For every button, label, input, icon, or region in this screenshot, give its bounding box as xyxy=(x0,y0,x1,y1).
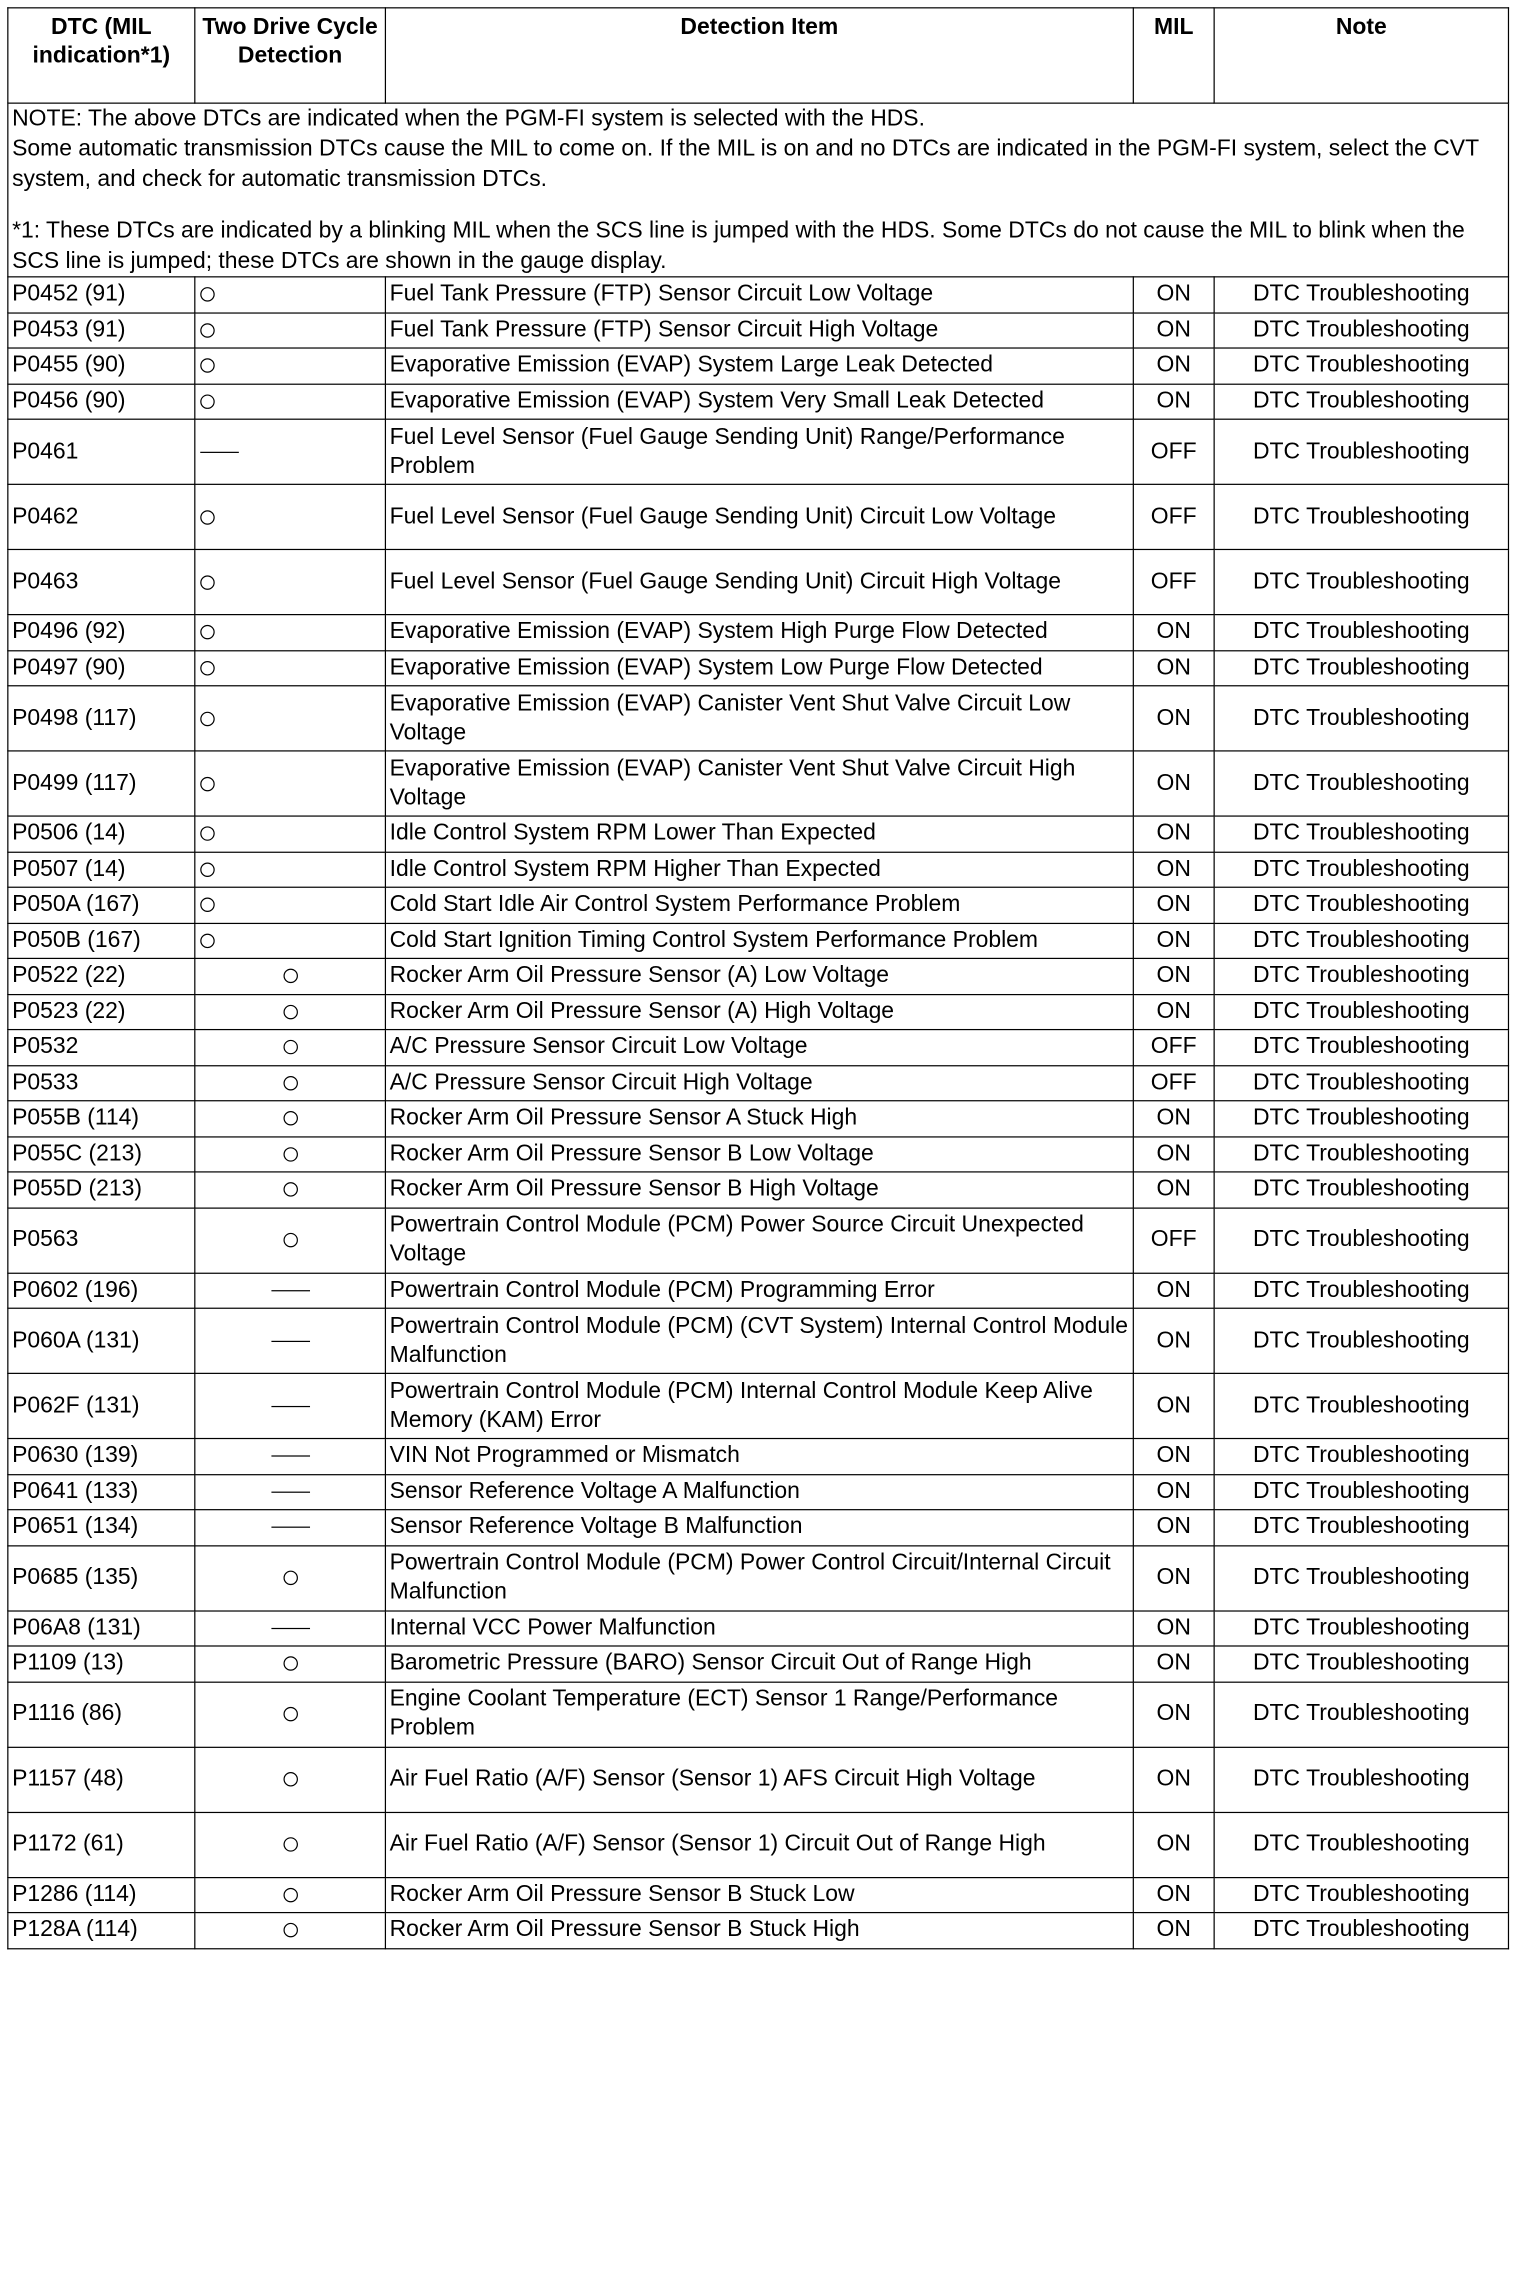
two-drive-cycle-cell xyxy=(195,1913,386,1949)
circle-icon xyxy=(283,1888,297,1902)
dash-icon xyxy=(200,451,239,452)
note-link[interactable]: DTC Troubleshooting xyxy=(1214,384,1508,420)
mil-status: ON xyxy=(1133,348,1214,384)
table-row xyxy=(8,1646,1509,1682)
circle-icon xyxy=(283,969,297,983)
table-row xyxy=(8,751,1509,816)
mil-status: OFF xyxy=(1133,1065,1214,1101)
detection-item: Sensor Reference Voltage B Malfunction xyxy=(385,1510,1133,1546)
note-link[interactable]: DTC Troubleshooting xyxy=(1214,348,1508,384)
detection-item: Rocker Arm Oil Pressure Sensor B Stuck Low xyxy=(385,1877,1133,1913)
dash-icon xyxy=(271,1340,310,1341)
two-drive-cycle-cell xyxy=(195,1030,386,1066)
detection-item: Rocker Arm Oil Pressure Sensor (A) High Voltage xyxy=(385,994,1133,1030)
dash-icon xyxy=(271,1491,310,1492)
col-header-detection-item: Detection Item xyxy=(385,8,1133,103)
table-row xyxy=(8,1136,1509,1172)
dtc-code: P0463 xyxy=(8,549,195,614)
dtc-code: P0507 (14) xyxy=(8,852,195,888)
two-drive-cycle-cell xyxy=(195,751,386,816)
mil-status: ON xyxy=(1133,887,1214,923)
mil-status: ON xyxy=(1133,312,1214,348)
detection-item: Evaporative Emission (EVAP) Canister Vent Shut Valve Circuit High Voltage xyxy=(385,751,1133,816)
two-drive-cycle-cell xyxy=(195,1474,386,1510)
note-link[interactable]: DTC Troubleshooting xyxy=(1214,1474,1508,1510)
mil-status: ON xyxy=(1133,686,1214,751)
detection-item: Air Fuel Ratio (A/F) Sensor (Sensor 1) Circuit Out of Range High xyxy=(385,1812,1133,1877)
detection-item: Rocker Arm Oil Pressure Sensor B Low Voltage xyxy=(385,1136,1133,1172)
table-row xyxy=(8,1439,1509,1475)
mil-status: ON xyxy=(1133,1877,1214,1913)
note-link[interactable]: DTC Troubleshooting xyxy=(1214,1101,1508,1137)
note-link[interactable]: DTC Troubleshooting xyxy=(1214,686,1508,751)
detection-item: Sensor Reference Voltage A Malfunction xyxy=(385,1474,1133,1510)
note-link[interactable]: DTC Troubleshooting xyxy=(1214,816,1508,852)
note-link[interactable]: DTC Troubleshooting xyxy=(1214,419,1508,484)
note-link[interactable]: DTC Troubleshooting xyxy=(1214,1747,1508,1812)
dtc-code: P0506 (14) xyxy=(8,816,195,852)
table-row xyxy=(8,852,1509,888)
detection-item: Cold Start Ignition Timing Control System Performance Problem xyxy=(385,923,1133,959)
detection-item: Evaporative Emission (EVAP) Canister Vent Shut Valve Circuit Low Voltage xyxy=(385,686,1133,751)
two-drive-cycle-cell xyxy=(195,650,386,686)
dtc-code: P1172 (61) xyxy=(8,1812,195,1877)
note-link[interactable]: DTC Troubleshooting xyxy=(1214,887,1508,923)
dtc-code: P0462 xyxy=(8,484,195,549)
detection-item: Cold Start Idle Air Control System Performance Problem xyxy=(385,887,1133,923)
note-link[interactable]: DTC Troubleshooting xyxy=(1214,1136,1508,1172)
dtc-code: P0630 (139) xyxy=(8,1439,195,1475)
note-link[interactable]: DTC Troubleshooting xyxy=(1214,1273,1508,1309)
two-drive-cycle-cell xyxy=(195,1646,386,1682)
two-drive-cycle-cell xyxy=(195,1682,386,1747)
dtc-code: P1157 (48) xyxy=(8,1747,195,1812)
table-row xyxy=(8,384,1509,420)
mil-status: ON xyxy=(1133,1101,1214,1137)
mil-status: ON xyxy=(1133,1474,1214,1510)
dash-icon xyxy=(271,1405,310,1406)
detection-item: Powertrain Control Module (PCM) Power Source Circuit Unexpected Voltage xyxy=(385,1208,1133,1273)
detection-item: Fuel Tank Pressure (FTP) Sensor Circuit High Voltage xyxy=(385,312,1133,348)
note-link[interactable]: DTC Troubleshooting xyxy=(1214,1877,1508,1913)
note-link[interactable]: DTC Troubleshooting xyxy=(1214,1065,1508,1101)
two-drive-cycle-cell xyxy=(195,923,386,959)
circle-icon xyxy=(283,1005,297,1019)
note-link[interactable]: DTC Troubleshooting xyxy=(1214,1610,1508,1646)
circle-icon xyxy=(200,661,214,675)
mil-status: ON xyxy=(1133,751,1214,816)
table-row xyxy=(8,1877,1509,1913)
dtc-code: P0497 (90) xyxy=(8,650,195,686)
detection-item: Evaporative Emission (EVAP) System Very Small Leak Detected xyxy=(385,384,1133,420)
two-drive-cycle-cell xyxy=(195,484,386,549)
dtc-code: P0455 (90) xyxy=(8,348,195,384)
dtc-code: P0602 (196) xyxy=(8,1273,195,1309)
table-row xyxy=(8,1172,1509,1208)
dtc-code: P055C (213) xyxy=(8,1136,195,1172)
circle-icon xyxy=(200,510,214,524)
note-line-blinking-mil: *1: These DTCs are indicated by a blinking MIL when the SCS line is jumped with the HDS. Some DTCs do not cause the MIL to blink when the SCS line is jumped; these DTCs are shown in the gauge display. xyxy=(12,218,1465,274)
note-link[interactable]: DTC Troubleshooting xyxy=(1214,650,1508,686)
dtc-code: P1109 (13) xyxy=(8,1646,195,1682)
mil-status: OFF xyxy=(1133,549,1214,614)
two-drive-cycle-cell xyxy=(195,277,386,313)
dtc-code: P0533 xyxy=(8,1065,195,1101)
detection-item: Idle Control System RPM Higher Than Expected xyxy=(385,852,1133,888)
two-drive-cycle-cell xyxy=(195,994,386,1030)
table-row xyxy=(8,816,1509,852)
mil-status: ON xyxy=(1133,1510,1214,1546)
mil-status: ON xyxy=(1133,1172,1214,1208)
mil-status: ON xyxy=(1133,1913,1214,1949)
detection-item: Rocker Arm Oil Pressure Sensor (A) Low Voltage xyxy=(385,958,1133,994)
detection-item: Air Fuel Ratio (A/F) Sensor (Sensor 1) AFS Circuit High Voltage xyxy=(385,1747,1133,1812)
note-link[interactable]: DTC Troubleshooting xyxy=(1214,277,1508,313)
detection-item: Engine Coolant Temperature (ECT) Sensor 1 Range/Performance Problem xyxy=(385,1682,1133,1747)
two-drive-cycle-cell xyxy=(195,1373,386,1438)
table-row xyxy=(8,1474,1509,1510)
dash-icon xyxy=(271,1628,310,1629)
dtc-code: P1116 (86) xyxy=(8,1682,195,1747)
detection-item: Fuel Level Sensor (Fuel Gauge Sending Unit) Circuit Low Voltage xyxy=(385,484,1133,549)
two-drive-cycle-cell xyxy=(195,1510,386,1546)
detection-item: Idle Control System RPM Lower Than Expected xyxy=(385,816,1133,852)
two-drive-cycle-cell xyxy=(195,1439,386,1475)
mil-status: ON xyxy=(1133,1610,1214,1646)
two-drive-cycle-cell xyxy=(195,1208,386,1273)
table-row xyxy=(8,277,1509,313)
circle-icon xyxy=(200,862,214,876)
col-header-note: Note xyxy=(1214,8,1508,103)
dtc-code: P0522 (22) xyxy=(8,958,195,994)
dtc-code: P055D (213) xyxy=(8,1172,195,1208)
dtc-code: P0452 (91) xyxy=(8,277,195,313)
col-header-dtc: DTC (MIL indication*1) xyxy=(8,8,195,103)
note-link[interactable]: DTC Troubleshooting xyxy=(1214,852,1508,888)
note-link[interactable]: DTC Troubleshooting xyxy=(1214,615,1508,651)
dtc-code: P0498 (117) xyxy=(8,686,195,751)
circle-icon xyxy=(200,287,214,301)
note-row xyxy=(8,103,1509,277)
dtc-code: P0496 (92) xyxy=(8,615,195,651)
note-link[interactable]: DTC Troubleshooting xyxy=(1214,484,1508,549)
dtc-code: P0563 xyxy=(8,1208,195,1273)
two-drive-cycle-cell xyxy=(195,1812,386,1877)
col-header-mil: MIL xyxy=(1133,8,1214,103)
table-row xyxy=(8,1610,1509,1646)
two-drive-cycle-cell xyxy=(195,348,386,384)
circle-icon xyxy=(283,1040,297,1054)
note-link[interactable]: DTC Troubleshooting xyxy=(1214,1510,1508,1546)
detection-item: Fuel Level Sensor (Fuel Gauge Sending Unit) Range/Performance Problem xyxy=(385,419,1133,484)
circle-icon xyxy=(283,1147,297,1161)
note-link[interactable]: DTC Troubleshooting xyxy=(1214,958,1508,994)
dtc-code: P0685 (135) xyxy=(8,1545,195,1610)
two-drive-cycle-cell xyxy=(195,958,386,994)
detection-item: Powertrain Control Module (PCM) Programming Error xyxy=(385,1273,1133,1309)
header-row xyxy=(8,8,1509,103)
table-row xyxy=(8,419,1509,484)
two-drive-cycle-cell xyxy=(195,852,386,888)
detection-item: Fuel Level Sensor (Fuel Gauge Sending Unit) Circuit High Voltage xyxy=(385,549,1133,614)
mil-status: ON xyxy=(1133,1373,1214,1438)
note-link[interactable]: DTC Troubleshooting xyxy=(1214,1913,1508,1949)
mil-status: ON xyxy=(1133,615,1214,651)
mil-status: ON xyxy=(1133,1439,1214,1475)
note-link[interactable]: DTC Troubleshooting xyxy=(1214,1682,1508,1747)
table-row xyxy=(8,1373,1509,1438)
table-row xyxy=(8,1065,1509,1101)
note-link[interactable]: DTC Troubleshooting xyxy=(1214,1208,1508,1273)
mil-status: ON xyxy=(1133,1545,1214,1610)
mil-status: ON xyxy=(1133,958,1214,994)
two-drive-cycle-cell xyxy=(195,1101,386,1137)
note-link[interactable]: DTC Troubleshooting xyxy=(1214,923,1508,959)
table-row xyxy=(8,686,1509,751)
two-drive-cycle-cell xyxy=(195,686,386,751)
circle-icon xyxy=(200,898,214,912)
note-line-hds: NOTE: The above DTCs are indicated when the PGM-FI system is selected with the HDS. xyxy=(12,106,925,132)
circle-icon xyxy=(200,711,214,725)
table-row xyxy=(8,484,1509,549)
mil-status: ON xyxy=(1133,1747,1214,1812)
detection-item: Rocker Arm Oil Pressure Sensor A Stuck High xyxy=(385,1101,1133,1137)
table-row xyxy=(8,615,1509,651)
two-drive-cycle-cell xyxy=(195,1747,386,1812)
dtc-code: P0523 (22) xyxy=(8,994,195,1030)
dtc-code: P050A (167) xyxy=(8,887,195,923)
note-link[interactable]: DTC Troubleshooting xyxy=(1214,549,1508,614)
dash-icon xyxy=(271,1456,310,1457)
two-drive-cycle-cell xyxy=(195,312,386,348)
note-link[interactable]: DTC Troubleshooting xyxy=(1214,1172,1508,1208)
table-row xyxy=(8,887,1509,923)
two-drive-cycle-cell xyxy=(195,615,386,651)
circle-icon xyxy=(200,323,214,337)
table-row xyxy=(8,1030,1509,1066)
mil-status: ON xyxy=(1133,384,1214,420)
mil-status: OFF xyxy=(1133,1208,1214,1273)
table-row xyxy=(8,650,1509,686)
two-drive-cycle-cell xyxy=(195,1136,386,1172)
circle-icon xyxy=(200,776,214,790)
dtc-code: P060A (131) xyxy=(8,1308,195,1373)
detection-item: A/C Pressure Sensor Circuit Low Voltage xyxy=(385,1030,1133,1066)
mil-status: ON xyxy=(1133,852,1214,888)
mil-status: OFF xyxy=(1133,419,1214,484)
mil-status: ON xyxy=(1133,923,1214,959)
circle-icon xyxy=(283,1772,297,1786)
detection-item: Barometric Pressure (BARO) Sensor Circuit Out of Range High xyxy=(385,1646,1133,1682)
table-row xyxy=(8,1913,1509,1949)
table-row xyxy=(8,994,1509,1030)
mil-status: OFF xyxy=(1133,484,1214,549)
table-row xyxy=(8,1273,1509,1309)
table-row xyxy=(8,1545,1509,1610)
detection-item: Internal VCC Power Malfunction xyxy=(385,1610,1133,1646)
two-drive-cycle-cell xyxy=(195,1610,386,1646)
note-link[interactable]: DTC Troubleshooting xyxy=(1214,1439,1508,1475)
two-drive-cycle-cell xyxy=(195,1877,386,1913)
table-row xyxy=(8,958,1509,994)
mil-status: ON xyxy=(1133,1812,1214,1877)
mil-status: ON xyxy=(1133,1273,1214,1309)
dtc-code: P0651 (134) xyxy=(8,1510,195,1546)
detection-item: Evaporative Emission (EVAP) System Low Purge Flow Detected xyxy=(385,650,1133,686)
mil-status: OFF xyxy=(1133,1030,1214,1066)
detection-item: A/C Pressure Sensor Circuit High Voltage xyxy=(385,1065,1133,1101)
two-drive-cycle-cell xyxy=(195,1172,386,1208)
two-drive-cycle-cell xyxy=(195,549,386,614)
circle-icon xyxy=(200,359,214,373)
table-row xyxy=(8,1747,1509,1812)
note-link[interactable]: DTC Troubleshooting xyxy=(1214,1030,1508,1066)
mil-status: ON xyxy=(1133,816,1214,852)
table-row xyxy=(8,923,1509,959)
table-row xyxy=(8,1308,1509,1373)
dtc-code: P055B (114) xyxy=(8,1101,195,1137)
table-row xyxy=(8,1101,1509,1137)
detection-item: Rocker Arm Oil Pressure Sensor B Stuck High xyxy=(385,1913,1133,1949)
table-row xyxy=(8,348,1509,384)
two-drive-cycle-cell xyxy=(195,1545,386,1610)
note-link[interactable]: DTC Troubleshooting xyxy=(1214,1545,1508,1610)
circle-icon xyxy=(283,1707,297,1721)
circle-icon xyxy=(283,1837,297,1851)
detection-item: Powertrain Control Module (PCM) Power Control Circuit/Internal Circuit Malfunction xyxy=(385,1545,1133,1610)
detection-item: VIN Not Programmed or Mismatch xyxy=(385,1439,1133,1475)
circle-icon xyxy=(283,1076,297,1090)
dtc-code: P1286 (114) xyxy=(8,1877,195,1913)
dash-icon xyxy=(271,1290,310,1291)
detection-item: Evaporative Emission (EVAP) System Large Leak Detected xyxy=(385,348,1133,384)
two-drive-cycle-cell xyxy=(195,887,386,923)
circle-icon xyxy=(283,1111,297,1125)
dtc-code: P062F (131) xyxy=(8,1373,195,1438)
table-row xyxy=(8,1208,1509,1273)
table-row xyxy=(8,1682,1509,1747)
dtc-code: P06A8 (131) xyxy=(8,1610,195,1646)
note-link[interactable]: DTC Troubleshooting xyxy=(1214,1812,1508,1877)
mil-status: ON xyxy=(1133,1646,1214,1682)
mil-status: ON xyxy=(1133,277,1214,313)
dtc-code: P0456 (90) xyxy=(8,384,195,420)
two-drive-cycle-cell xyxy=(195,419,386,484)
dtc-code: P0499 (117) xyxy=(8,751,195,816)
detection-item: Evaporative Emission (EVAP) System High Purge Flow Detected xyxy=(385,615,1133,651)
dtc-code: P128A (114) xyxy=(8,1913,195,1949)
dtc-table xyxy=(7,7,1509,1949)
dtc-code: P0461 xyxy=(8,419,195,484)
dtc-code: P0453 (91) xyxy=(8,312,195,348)
two-drive-cycle-cell xyxy=(195,1065,386,1101)
mil-status: ON xyxy=(1133,1308,1214,1373)
table-row xyxy=(8,1510,1509,1546)
circle-icon xyxy=(283,1182,297,1196)
dash-icon xyxy=(271,1527,310,1528)
dtc-code: P0532 xyxy=(8,1030,195,1066)
detection-item: Powertrain Control Module (PCM) (CVT System) Internal Control Module Malfunction xyxy=(385,1308,1133,1373)
mil-status: ON xyxy=(1133,650,1214,686)
circle-icon xyxy=(283,1233,297,1247)
note-link[interactable]: DTC Troubleshooting xyxy=(1214,312,1508,348)
circle-icon xyxy=(200,394,214,408)
two-drive-cycle-cell xyxy=(195,1273,386,1309)
note-cell xyxy=(8,103,1509,277)
circle-icon xyxy=(200,575,214,589)
table-row xyxy=(8,312,1509,348)
mil-status: ON xyxy=(1133,994,1214,1030)
mil-status: ON xyxy=(1133,1682,1214,1747)
table-row xyxy=(8,549,1509,614)
note-link[interactable]: DTC Troubleshooting xyxy=(1214,751,1508,816)
two-drive-cycle-cell xyxy=(195,816,386,852)
col-header-two-drive-cycle: Two Drive Cycle Detection xyxy=(195,8,386,103)
two-drive-cycle-cell xyxy=(195,1308,386,1373)
note-link[interactable]: DTC Troubleshooting xyxy=(1214,1373,1508,1438)
detection-item: Powertrain Control Module (PCM) Internal Control Module Keep Alive Memory (KAM) Error xyxy=(385,1373,1133,1438)
two-drive-cycle-cell xyxy=(195,384,386,420)
circle-icon xyxy=(283,1923,297,1937)
dtc-code: P0641 (133) xyxy=(8,1474,195,1510)
circle-icon xyxy=(283,1657,297,1671)
dtc-code: P050B (167) xyxy=(8,923,195,959)
table-row xyxy=(8,1812,1509,1877)
circle-icon xyxy=(200,827,214,841)
circle-icon xyxy=(283,1571,297,1585)
mil-status: ON xyxy=(1133,1136,1214,1172)
note-link[interactable]: DTC Troubleshooting xyxy=(1214,1646,1508,1682)
circle-icon xyxy=(200,625,214,639)
circle-icon xyxy=(200,933,214,947)
detection-item: Rocker Arm Oil Pressure Sensor B High Voltage xyxy=(385,1172,1133,1208)
note-link[interactable]: DTC Troubleshooting xyxy=(1214,1308,1508,1373)
detection-item: Fuel Tank Pressure (FTP) Sensor Circuit Low Voltage xyxy=(385,277,1133,313)
note-line-cvt: Some automatic transmission DTCs cause the MIL to come on. If the MIL is on and no DTCs are indicated in the PGM-FI system, select the CVT system, and check for automatic transmission DTCs. xyxy=(12,136,1479,192)
note-link[interactable]: DTC Troubleshooting xyxy=(1214,994,1508,1030)
